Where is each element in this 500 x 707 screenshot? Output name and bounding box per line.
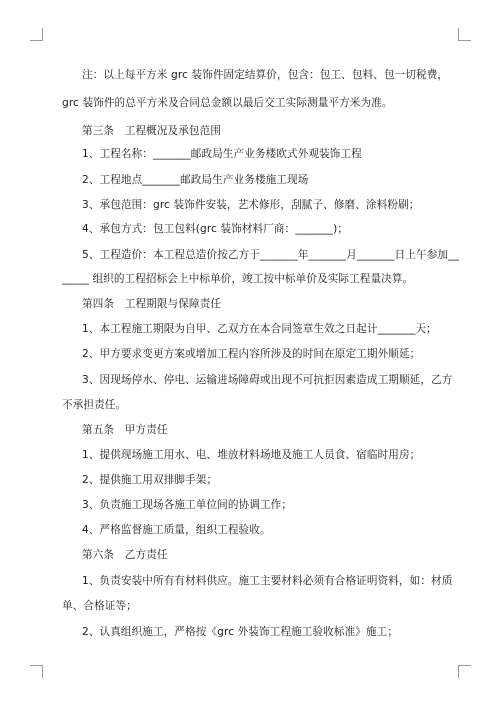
clause-line: 3、承包范围：grc 装饰件安装，艺术修形，刮腻子、修磨、涂料粉刷； <box>82 199 420 211</box>
clause-line: 3、因现场停水、停电、运输进场障碍或出现不可抗拒因素造成工期顺延，乙方 <box>82 374 453 386</box>
clause-line: 2、认真组织施工，严格按《grc 外装饰工程施工验收标准》施工； <box>82 626 399 638</box>
clause-line-continued: 单、合格证等； <box>62 600 137 612</box>
clause-line: 3、负责施工现场各施工单位间的协调工作； <box>82 499 293 511</box>
crop-mark-top-right <box>458 28 471 41</box>
crop-mark-bottom-right <box>458 665 471 678</box>
clause-line: 1、负责安装中所有有材料供应。施工主要材料必须有合格证明资料，如：材质 <box>82 575 453 587</box>
clause-line: 1、本工程施工期限为自甲、乙双方在本合同签章生效之日起计_______天； <box>82 323 437 335</box>
crop-mark-bottom-left <box>30 665 43 678</box>
clause-line-continued: 不承担责任。 <box>62 399 127 411</box>
note-line-1: 注：以上每平方米 grc 装饰件固定结算价，包含：包工、包料、包一切税费， <box>82 69 449 81</box>
clause-line: 1、提供现场施工用水、电、堆放材料场地及施工人员食、宿临时用房； <box>82 449 421 461</box>
clause-line: 2、甲方要求变更方案或增加工程内容所涉及的时间在原定工期外顺延； <box>82 348 421 360</box>
crop-mark-top-left <box>30 28 43 41</box>
section-heading-article-6: 第六条 乙方责任 <box>82 549 168 561</box>
section-heading-article-5: 第五条 甲方责任 <box>82 424 168 436</box>
section-heading-article-3: 第三条 工程概况及承包范围 <box>82 125 222 137</box>
clause-line: 2、工程地点_______邮政局生产业务楼施工现场 <box>82 174 309 186</box>
clause-line: 4、严格监督施工质量，组织工程验收。 <box>82 524 271 536</box>
clause-line: 4、承包方式：包工包料(grc 装饰材料厂商：_______)； <box>82 223 349 235</box>
section-heading-article-4: 第四条 工程期限与保障责任 <box>82 298 222 310</box>
clause-line: 5、工程造价：本工程总造价按乙方于_______年_______月_______日上午参加__ <box>82 249 459 261</box>
clause-line: 2、提供施工用双排脚手架； <box>82 474 218 486</box>
clause-line-continued: _____ 组织的工程招标会上中标单价，竣工按中标单价及实际工程量决算。 <box>62 273 414 285</box>
note-line-2: grc 装饰件的总平方米及合同总金额以最后交工实际测量平方米为准。 <box>62 97 393 109</box>
clause-line: 1、工程名称：_______邮政局生产业务楼欧式外观装饰工程 <box>82 148 362 160</box>
